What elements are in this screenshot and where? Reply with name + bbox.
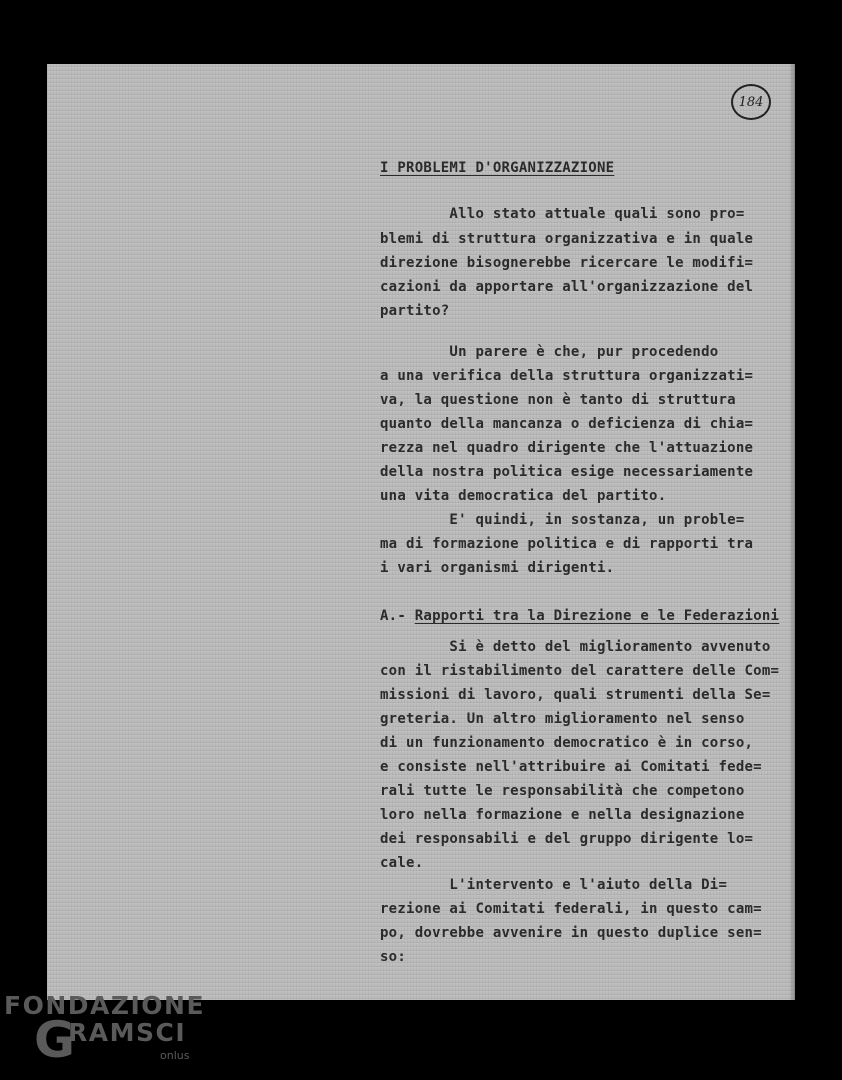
text-line: E' quindi, in sostanza, un proble= bbox=[380, 512, 745, 528]
logo-letter-g: G bbox=[34, 1011, 76, 1069]
text-line: direzione bisognerebbe ricercare le modifi= bbox=[380, 255, 754, 271]
text-line: missioni di lavoro, quali strumenti della Se= bbox=[380, 687, 771, 703]
text-line: cale. bbox=[380, 855, 424, 871]
text-line: ma di formazione politica e di rapporti tra bbox=[380, 536, 754, 552]
document-page bbox=[47, 64, 795, 1000]
text-line: con il ristabilimento del carattere delle Com= bbox=[380, 663, 780, 679]
section-letter: A.- bbox=[380, 608, 415, 624]
text-line: Si è detto del miglioramento avvenuto bbox=[380, 639, 771, 655]
text-line: della nostra politica esige necessariamente bbox=[380, 464, 754, 480]
text-line: i vari organismi dirigenti. bbox=[380, 560, 615, 576]
logo-line1: FONDAZIONE bbox=[4, 991, 206, 1020]
text-line: a una verifica della struttura organizzati= bbox=[380, 368, 754, 384]
text-line: di un funzionamento democratico è in corso, bbox=[380, 735, 754, 751]
section-title: Rapporti tra la Direzione e le Federazioni bbox=[414, 608, 780, 624]
text-line: blemi di struttura organizzativa e in quale bbox=[380, 231, 754, 247]
text-line: e consiste nell'attribuire ai Comitati fede= bbox=[380, 759, 762, 775]
text-line: cazioni da apportare all'organizzazione del bbox=[380, 279, 754, 295]
text-line: partito? bbox=[380, 303, 450, 319]
text-line: greteria. Un altro miglioramento nel senso bbox=[380, 711, 745, 727]
text-line: quanto della mancanza o deficienza di chia= bbox=[380, 416, 754, 432]
page-number: 184 bbox=[731, 84, 771, 120]
text-line: una vita democratica del partito. bbox=[380, 488, 667, 504]
text-line: Allo stato attuale quali sono pro= bbox=[380, 206, 745, 222]
text-line: po, dovrebbe avvenire in questo duplice sen= bbox=[380, 925, 762, 941]
text-line: rezza nel quadro dirigente che l'attuazione bbox=[380, 440, 754, 456]
text-line: rali tutte le responsabilità che competono bbox=[380, 783, 745, 799]
text-line: va, la questione non è tanto di struttura bbox=[380, 392, 736, 408]
text-line: so: bbox=[380, 949, 407, 965]
fondazione-gramsci-logo bbox=[0, 985, 220, 1080]
logo-line2: RAMSCI bbox=[68, 1018, 187, 1047]
text-line: dei responsabili e del gruppo dirigente lo= bbox=[380, 831, 754, 847]
section-heading bbox=[380, 607, 779, 625]
text-line: rezione ai Comitati federali, in questo cam= bbox=[380, 901, 762, 917]
document-title: I PROBLEMI D'ORGANIZZAZIONE bbox=[380, 160, 615, 176]
text-line: Un parere è che, pur procedendo bbox=[380, 344, 719, 360]
text-line: L'intervento e l'aiuto della Di= bbox=[380, 877, 728, 893]
text-line: loro nella formazione e nella designazione bbox=[380, 807, 745, 823]
logo-onlus: onlus bbox=[160, 1049, 190, 1062]
